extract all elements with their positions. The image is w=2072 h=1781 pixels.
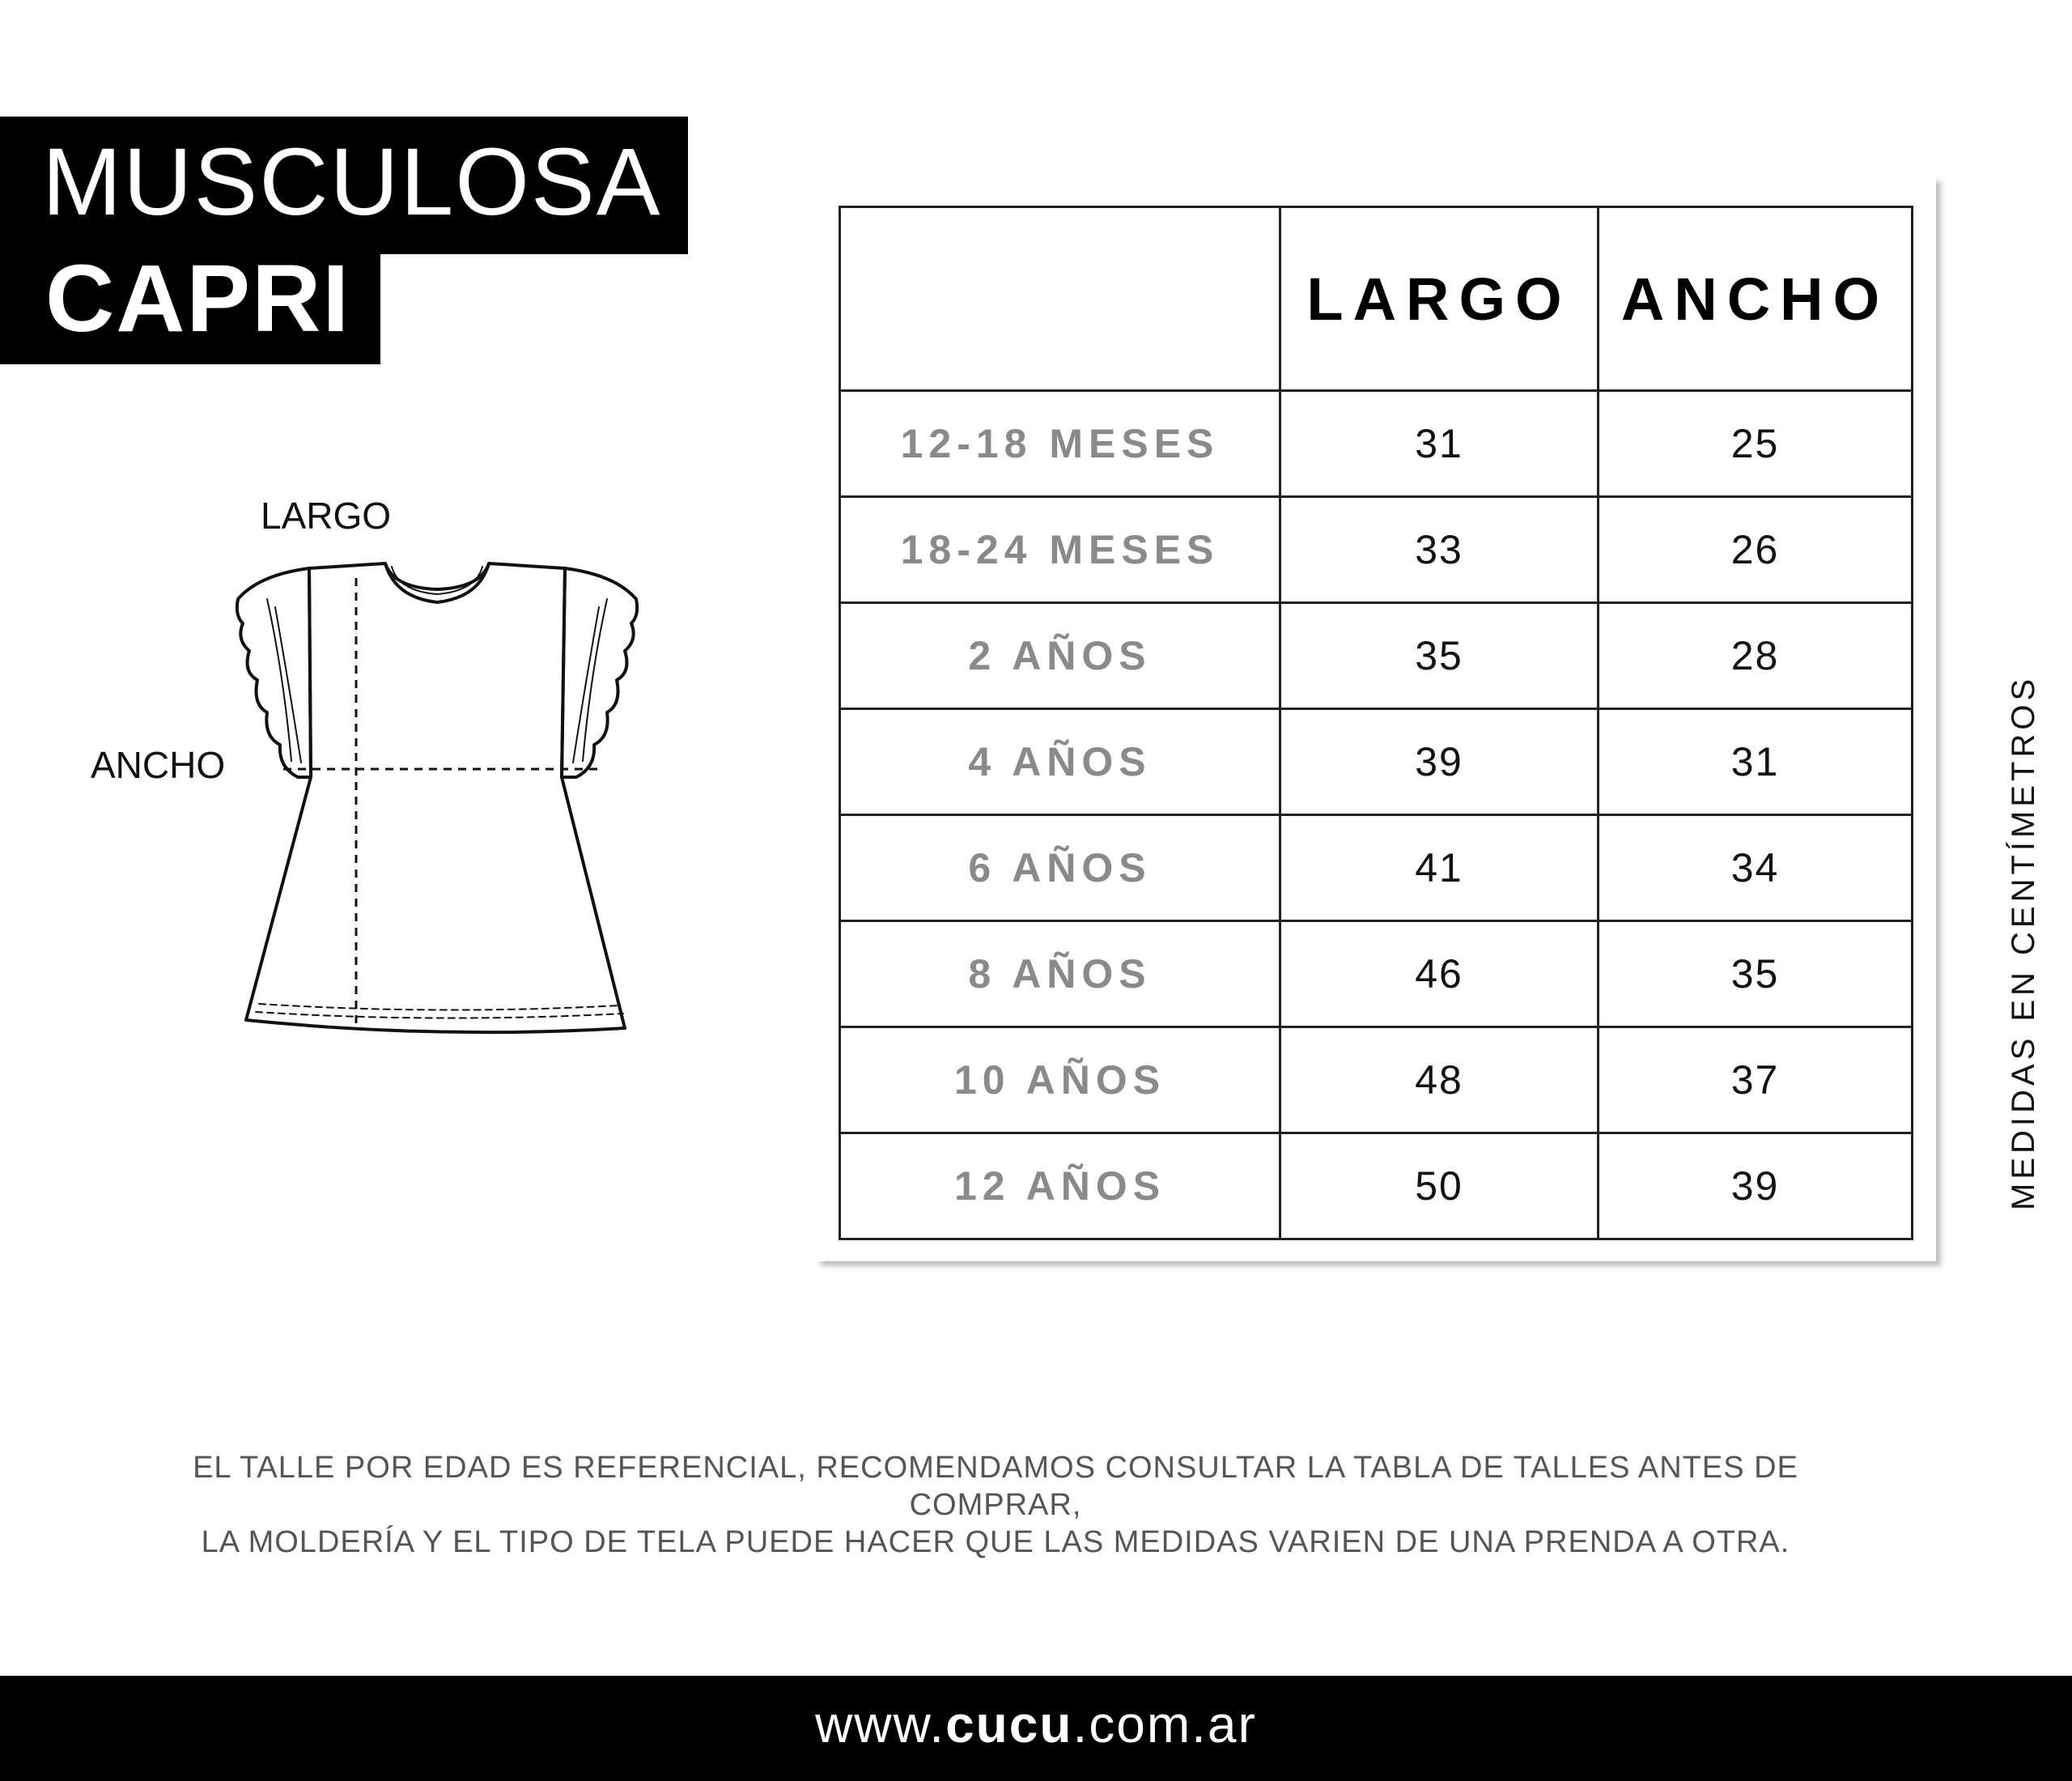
size-label: 2 AÑOS [840,603,1280,709]
diagram-largo-label: LARGO [261,495,392,537]
disclaimer-line2: LA MOLDERÍA Y EL TIPO DE TELA PUEDE HACER QUE LAS MEDIDAS VARIEN DE UNA PRENDA A OTRA. [201,1525,1790,1559]
units-note: MEDIDAS EN CENTÍMETROS [2006,674,2041,1210]
size-label: 8 AÑOS [840,921,1280,1027]
largo-value: 31 [1280,391,1599,497]
table-row [840,1027,1913,1133]
size-label: 12-18 MESES [840,391,1280,497]
disclaimer-line1: EL TALLE POR EDAD ES REFERENCIAL, RECOMENDAMOS CONSULTAR LA TABLA DE TALLES ANTES DE COMPRAR, [193,1451,1798,1522]
url-suffix: .com.ar [1072,1695,1257,1753]
largo-value: 41 [1280,815,1599,921]
table-row [840,709,1913,815]
ancho-value: 25 [1599,391,1913,497]
footer-bar [0,1676,2072,1781]
largo-value: 39 [1280,709,1599,815]
table-row [840,1133,1913,1239]
size-label: 18-24 MESES [840,497,1280,603]
ancho-value: 34 [1599,815,1913,921]
url-brand: cucu [945,1695,1073,1753]
table-row [840,815,1913,921]
table-row [840,603,1913,709]
largo-value: 50 [1280,1133,1599,1239]
ancho-value: 26 [1599,497,1913,603]
title-block-line2 [0,243,380,364]
right-sleeve-ruffle [562,568,637,777]
header-largo: LARGO [1280,207,1599,391]
shirt-diagram [227,550,728,1052]
title-block-line1 [0,117,688,254]
page-title-line1: MUSCULOSA [42,129,662,236]
left-sleeve-ruffle [237,568,311,777]
size-label: 10 AÑOS [840,1027,1280,1133]
table-row [840,921,1913,1027]
table-row [840,497,1913,603]
ancho-value: 28 [1599,603,1913,709]
size-table [839,206,1913,1240]
diagram-ancho-label: ANCHO [91,744,226,786]
size-label: 4 AÑOS [840,709,1280,815]
ancho-value: 31 [1599,709,1913,815]
table-header-row [840,207,1913,391]
shirt-body-outline [246,563,625,1032]
footer-url[interactable] [0,1695,2072,1753]
ancho-value: 39 [1599,1133,1913,1239]
table-row [840,391,1913,497]
disclaimer [162,1449,1829,1561]
largo-value: 48 [1280,1027,1599,1133]
page-title-line2: CAPRI [45,245,351,352]
size-label: 12 AÑOS [840,1133,1280,1239]
ancho-value: 35 [1599,921,1913,1027]
largo-value: 35 [1280,603,1599,709]
size-label: 6 AÑOS [840,815,1280,921]
header-empty [840,207,1280,391]
largo-value: 46 [1280,921,1599,1027]
ancho-value: 37 [1599,1027,1913,1133]
header-ancho: ANCHO [1599,207,1913,391]
url-prefix: www. [815,1695,946,1753]
largo-value: 33 [1280,497,1599,603]
